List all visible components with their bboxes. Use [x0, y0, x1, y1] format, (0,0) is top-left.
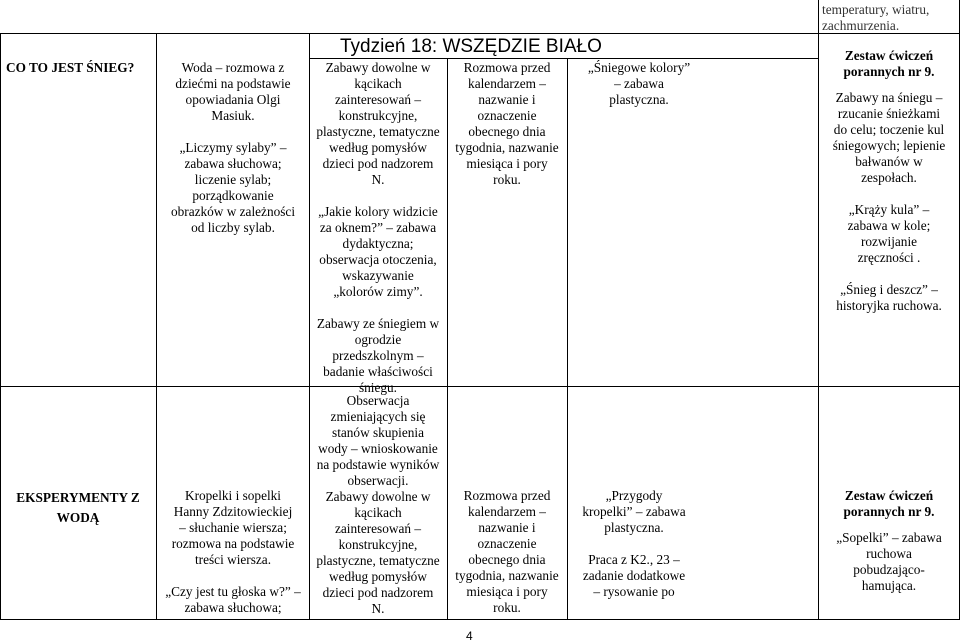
cell-line: bałwanów w	[855, 154, 923, 169]
cell-line: na podstawie wyników	[316, 457, 440, 472]
cell-line: nazwanie i	[478, 520, 536, 535]
cell-line: – rysowanie po	[593, 584, 675, 599]
top-note-line: temperatury, wiatru,	[822, 2, 930, 17]
cell-line: dziećmi na podstawie	[175, 76, 291, 91]
table-border-bottom	[0, 619, 960, 620]
cell-line: zadanie dodatkowe	[582, 568, 686, 583]
cell-line: „Czy jest tu głoska w?” –	[165, 584, 301, 599]
cell-line: dydaktyczna;	[342, 236, 414, 251]
cell-line: plastyczna.	[609, 92, 669, 107]
cell-line: Obserwacja	[346, 393, 410, 408]
cell-line: liczenie sylab;	[194, 172, 272, 187]
cell-line: zmieniających się	[330, 409, 426, 424]
cell-line: Rozmowa przed	[463, 488, 551, 503]
col-border-3	[447, 58, 448, 620]
cell-line: zespołach.	[861, 170, 917, 185]
cell-line: rzucanie śnieżkami	[837, 106, 941, 121]
cell-line: miesiąca i pory	[466, 584, 548, 599]
cell-line: tygodnia, nazwanie	[455, 568, 559, 583]
cell-line: obrazków w zależności	[170, 204, 296, 219]
cell-line: „Śniegowe kolory”	[587, 60, 691, 75]
cell-line: kropelki” – zabawa	[582, 504, 686, 519]
exercise-set-heading: porannych nr 9.	[843, 504, 935, 519]
cell-line: – słuchanie wiersza;	[179, 520, 287, 535]
row2-topic-label	[2, 490, 154, 526]
topic-label-text: WODĄ	[56, 510, 100, 525]
topic-label-text: EKSPERYMENTY Z	[16, 490, 140, 505]
cell-line: hamująca.	[861, 578, 917, 593]
cell-line: „Jakie kolory widzicie	[318, 204, 438, 219]
cell-line: zręczności .	[857, 250, 921, 265]
cell-line: według pomysłów	[329, 569, 427, 584]
cell-line: badanie właściwości	[323, 364, 433, 379]
col-border-2	[309, 33, 310, 620]
top-note-line: zachmurzenia.	[822, 18, 900, 33]
cell-line: obserwacji.	[347, 473, 409, 488]
cell-line: obecnego dnia	[468, 552, 546, 567]
cell-line: Zabawy ze śniegiem w	[316, 316, 440, 331]
cell-line: kalendarzem –	[468, 504, 546, 519]
cell-line: według pomysłów	[329, 140, 427, 155]
row1-col4-cell	[569, 60, 709, 108]
cell-line: Zabawy dowolne w	[325, 489, 431, 504]
cell-line: plastyczne, tematyczne	[316, 124, 440, 139]
cell-line: konstrukcyjne,	[338, 108, 418, 123]
cell-line: plastyczna.	[604, 520, 664, 535]
cell-line: opowiadania Olgi	[185, 92, 281, 107]
top-continuation-note	[822, 2, 929, 34]
row1-col3-cell	[449, 60, 565, 188]
cell-line: oznaczenie	[477, 536, 537, 551]
cell-line: Zabawy na śniegu –	[835, 90, 943, 105]
cell-line: N.	[371, 172, 385, 187]
cell-line: zainteresowań –	[334, 92, 422, 107]
week-title: Tydzień 18: WSZĘDZIE BIAŁO	[340, 36, 602, 57]
cell-line: historyjka ruchowa.	[836, 298, 942, 313]
cell-line: śniegowych; lepienie	[832, 138, 946, 153]
cell-line: dzieci pod nadzorem	[322, 585, 434, 600]
cell-line: tygodnia, nazwanie	[455, 140, 559, 155]
col-border-5	[818, 0, 819, 620]
row-divider	[0, 386, 960, 387]
row2-col5-cell	[820, 488, 958, 594]
cell-line: wskazywanie	[342, 268, 414, 283]
cell-line: „Śnieg i deszcz” –	[840, 282, 938, 297]
cell-line: roku.	[493, 600, 521, 615]
cell-line: Zabawy dowolne w	[325, 60, 431, 75]
cell-line: Woda – rozmowa z	[181, 60, 285, 75]
cell-line: ogrodzie	[354, 332, 402, 347]
exercise-set-heading: Zestaw ćwiczeń	[844, 488, 934, 503]
row2-col2-cell	[311, 393, 445, 617]
cell-line: zabawa słuchowa;	[184, 156, 282, 171]
cell-line: śniegu.	[358, 380, 398, 395]
cell-line: zabawa słuchowa;	[184, 600, 282, 615]
cell-line: obecnego dnia	[468, 124, 546, 139]
cell-line: Kropelki i sopelki	[184, 488, 282, 503]
cell-line: Praca z K2., 23 –	[588, 552, 680, 567]
topic-label-text: CO TO JEST ŚNIEG?	[6, 60, 135, 75]
cell-line: „Krąży kula” –	[848, 202, 930, 217]
cell-line: obserwacja otoczenia,	[319, 252, 437, 267]
table-border-top	[0, 33, 960, 34]
cell-line: Hanny Zdzitowieckiej	[173, 504, 293, 519]
cell-line: zainteresowań –	[334, 521, 422, 536]
title-divider	[309, 58, 818, 59]
cell-line: pobudzająco-	[853, 562, 925, 577]
cell-line: od liczby sylab.	[191, 220, 275, 235]
row2-col4-cell	[569, 488, 699, 600]
cell-line: – zabawa	[614, 76, 664, 91]
cell-line: ruchowa	[866, 546, 912, 561]
cell-line: wody – wnioskowanie	[318, 441, 438, 456]
cell-line: przedszkolnym –	[332, 348, 424, 363]
cell-line: miesiąca i pory	[466, 156, 548, 171]
row1-topic-label	[6, 60, 154, 76]
cell-line: stanów skupienia	[332, 425, 424, 440]
cell-line: konstrukcyjne,	[338, 537, 418, 552]
row2-col3-cell	[449, 488, 565, 616]
cell-line: dzieci pod nadzorem	[322, 156, 434, 171]
row1-col2-cell	[311, 60, 445, 396]
cell-line: treści wiersza.	[194, 552, 272, 567]
cell-line: do celu; toczenie kul	[833, 122, 945, 137]
cell-line: Masiuk.	[211, 108, 255, 123]
cell-line: za oknem?” – zabawa	[319, 220, 437, 235]
row2-col1-cell	[158, 488, 308, 616]
exercise-set-heading: porannych nr 9.	[843, 64, 935, 79]
cell-line: porządkowanie	[192, 188, 274, 203]
cell-line: rozmowa na podstawie	[171, 536, 295, 551]
cell-line: „Sopelki” – zabawa	[836, 530, 942, 545]
exercise-set-heading: Zestaw ćwiczeń	[844, 48, 934, 63]
cell-line: Rozmowa przed	[463, 60, 551, 75]
cell-line: „Liczymy sylaby” –	[179, 140, 287, 155]
cell-line: roku.	[493, 172, 521, 187]
col-border-1	[156, 33, 157, 620]
cell-line: kalendarzem –	[468, 76, 546, 91]
cell-line: „Przygody	[605, 488, 663, 503]
cell-line: nazwanie i	[478, 92, 536, 107]
cell-line: kącikach	[354, 505, 402, 520]
cell-line: rozwijanie	[860, 234, 918, 249]
col-border-4	[567, 58, 568, 620]
page-number: 4	[466, 629, 473, 643]
cell-line: zabawa w kole;	[847, 218, 931, 233]
col-border-0	[0, 33, 1, 620]
row1-col1-cell	[158, 60, 308, 236]
cell-line: kącikach	[354, 76, 402, 91]
row1-col5-cell	[820, 48, 958, 314]
cell-line: N.	[371, 601, 385, 616]
cell-line: plastyczne, tematyczne	[316, 553, 440, 568]
cell-line: „kolorów zimy”.	[333, 284, 423, 299]
cell-line: oznaczenie	[477, 108, 537, 123]
